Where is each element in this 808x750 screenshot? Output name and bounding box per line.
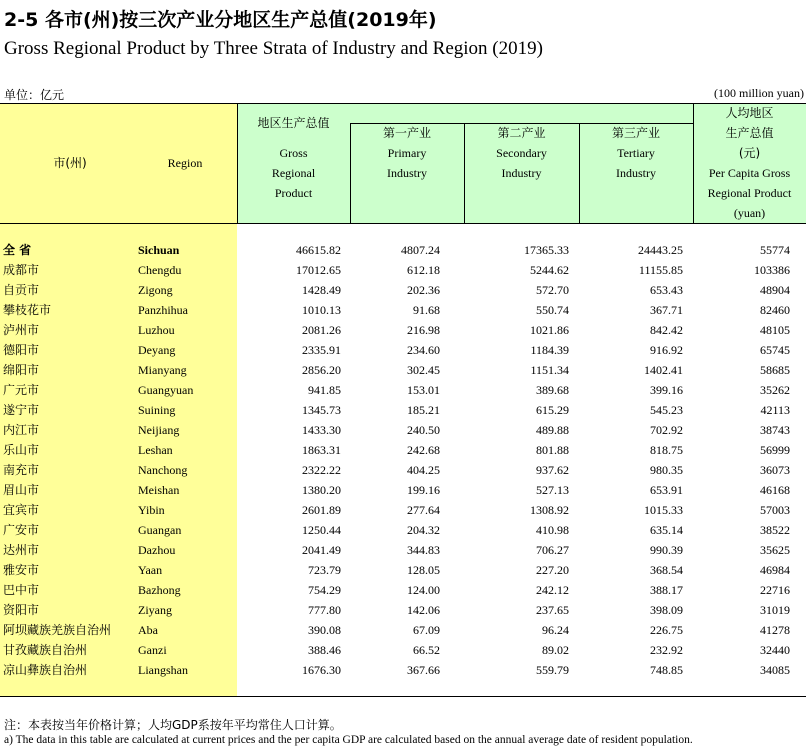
tertiary-value: 635.14 [650,523,683,537]
primary-value: 240.50 [407,423,440,437]
gdp-value: 1250.44 [302,523,341,537]
gdp-value: 390.08 [308,623,341,637]
region-name-cn: 德阳市 [3,343,40,357]
tertiary-value: 226.75 [650,623,683,637]
header-city-cn: 市(州) [53,156,87,170]
gdp-value: 1676.30 [302,663,341,677]
header-gdp-en-1: Gross [279,146,308,160]
header-secondary-en-2: Industry [501,166,542,180]
region-name-en: Dazhou [138,543,176,557]
table-row [0,620,806,640]
per-capita-value: 48105 [760,323,790,337]
per-capita-value: 103386 [754,263,790,277]
region-name-en: Chengdu [138,263,182,277]
region-name-cn: 眉山市 [3,483,40,497]
secondary-value: 559.79 [536,663,569,677]
secondary-value: 89.02 [542,643,569,657]
tertiary-value: 653.43 [650,283,683,297]
per-capita-value: 57003 [760,503,790,517]
header-percap-cn-2: 生产总值 [725,126,774,140]
per-capita-value: 32440 [760,643,790,657]
region-name-en: Luzhou [138,323,175,337]
table-row [0,600,806,620]
tertiary-value: 24443.25 [638,243,683,257]
header-gdp-en-2: Regional [271,166,316,180]
table-row [0,320,806,340]
tertiary-value: 980.35 [650,463,683,477]
region-name-cn: 成都市 [3,263,40,277]
gdp-value: 941.85 [308,383,341,397]
page-title-cn: 2-5 各市(州)按三次产业分地区生产总值(2019年) [4,9,437,31]
per-capita-value: 55774 [760,243,790,257]
tertiary-value: 916.92 [650,343,683,357]
secondary-value: 572.70 [536,283,569,297]
per-capita-value: 46984 [760,563,790,577]
gdp-value: 754.29 [308,583,341,597]
primary-value: 4807.24 [401,243,440,257]
table-top-rule [0,103,806,104]
table-row [0,300,806,320]
region-name-en: Suining [138,403,176,417]
primary-value: 91.68 [413,303,440,317]
per-capita-value: 42113 [760,403,790,417]
data-table [0,103,806,697]
gdp-value: 2856.20 [302,363,341,377]
gdp-value: 1345.73 [302,403,341,417]
header-percap-cn-1: 人均地区 [725,106,774,120]
primary-value: 404.25 [407,463,440,477]
header-percap-en-3: (yuan) [733,206,766,220]
per-capita-value: 38522 [760,523,790,537]
tertiary-value: 11155.85 [638,263,683,277]
unit-label-en: (100 million yuan) [714,86,804,100]
region-name-en: Yaan [138,563,163,577]
table-row [0,280,806,300]
secondary-value: 242.12 [536,583,569,597]
per-capita-value: 31019 [760,603,790,617]
table-row [0,380,806,400]
tertiary-value: 702.92 [650,423,683,437]
secondary-value: 410.98 [536,523,569,537]
region-name-en: Aba [138,623,158,637]
secondary-value: 237.65 [536,603,569,617]
per-capita-value: 35625 [760,543,790,557]
table-row [0,420,806,440]
region-name-cn: 阿坝藏族羌族自治州 [3,623,112,637]
primary-value: 202.36 [407,283,440,297]
tertiary-value: 653.91 [650,483,683,497]
region-name-cn: 甘孜藏族自治州 [3,643,88,657]
region-name-en: Leshan [138,443,173,457]
region-name-cn: 全 省 [3,243,32,257]
per-capita-value: 41278 [760,623,790,637]
region-name-en: Meishan [138,483,180,497]
gdp-value: 2322.22 [302,463,341,477]
region-name-en: Sichuan [138,243,180,257]
primary-value: 66.52 [413,643,440,657]
secondary-value: 96.24 [542,623,569,637]
table-row [0,340,806,360]
gdp-value: 2335.91 [302,343,341,357]
region-name-cn: 自贡市 [3,283,40,297]
table-row [0,240,806,260]
per-capita-value: 58685 [760,363,790,377]
header-tertiary-en-2: Industry [616,166,656,180]
primary-value: 612.18 [407,263,440,277]
table-row [0,440,806,460]
secondary-value: 1184.39 [530,343,569,357]
header-secondary-cn: 第二产业 [497,126,546,140]
gdp-value: 388.46 [308,643,341,657]
primary-value: 199.16 [407,483,440,497]
primary-value: 234.60 [407,343,440,357]
header-secondary-en-1: Secondary [496,146,547,160]
region-name-en: Deyang [138,343,176,357]
primary-value: 302.45 [407,363,440,377]
tertiary-value: 388.17 [650,583,683,597]
per-capita-value: 36073 [760,463,790,477]
secondary-value: 937.62 [536,463,569,477]
tertiary-value: 1015.33 [644,503,683,517]
tertiary-value: 842.42 [650,323,683,337]
region-name-cn: 内江市 [3,423,40,437]
per-capita-value: 48904 [760,283,790,297]
per-capita-value: 56999 [760,443,790,457]
gdp-value: 1433.30 [302,423,341,437]
gdp-value: 17012.65 [296,263,341,277]
table-row [0,260,806,280]
region-name-en: Ziyang [138,603,172,617]
gdp-value: 1380.20 [302,483,341,497]
primary-value: 204.32 [407,523,440,537]
secondary-value: 615.29 [536,403,569,417]
region-name-en: Yibin [138,503,165,517]
header-gdp-en-3: Product [274,186,313,200]
tertiary-value: 748.85 [650,663,683,677]
region-name-cn: 凉山彝族自治州 [3,663,88,677]
secondary-value: 1151.34 [530,363,569,377]
tertiary-value: 399.16 [650,383,683,397]
primary-value: 277.64 [407,503,440,517]
table-row [0,560,806,580]
secondary-value: 227.20 [536,563,569,577]
per-capita-value: 82460 [760,303,790,317]
region-name-cn: 广元市 [3,383,40,397]
gdp-value: 723.79 [308,563,341,577]
gdp-value: 1863.31 [302,443,341,457]
region-name-cn: 乐山市 [3,443,40,457]
table-row [0,500,806,520]
tertiary-value: 818.75 [650,443,683,457]
footnote-en: a) The data in this table are calculated at current prices and the per capita GDP are calculated based on the annual average date of resident population. [4,734,693,746]
table-row [0,360,806,380]
secondary-value: 389.68 [536,383,569,397]
per-capita-value: 46168 [760,483,790,497]
primary-value: 242.68 [407,443,440,457]
per-capita-value: 22716 [760,583,790,597]
secondary-value: 706.27 [536,543,569,557]
per-capita-value: 34085 [760,663,790,677]
region-name-en: Nanchong [138,463,188,477]
header-bottom-rule [0,223,806,224]
region-name-cn: 广安市 [3,523,40,537]
header-tertiary-en-1: Tertiary [617,146,655,160]
tertiary-value: 398.09 [650,603,683,617]
gdp-value: 1010.13 [302,303,341,317]
header-primary-cn: 第一产业 [382,126,431,140]
table-row [0,400,806,420]
region-name-en: Liangshan [138,663,188,677]
table-row [0,460,806,480]
region-name-en: Ganzi [138,643,167,657]
table-bottom-rule [0,696,806,697]
gdp-value: 777.80 [308,603,341,617]
primary-value: 153.01 [407,383,440,397]
region-name-cn: 南充市 [3,463,40,477]
region-name-en: Neijiang [138,423,180,437]
region-name-cn: 攀枝花市 [3,303,52,317]
primary-value: 128.05 [407,563,440,577]
header-primary-en-1: Primary [387,146,427,160]
region-name-cn: 达州市 [3,543,40,557]
tertiary-value: 1402.41 [644,363,683,377]
gdp-value: 46615.82 [296,243,341,257]
gdp-value: 1428.49 [302,283,341,297]
tertiary-value: 545.23 [650,403,683,417]
secondary-value: 801.88 [536,443,569,457]
header-region-en: Region [167,156,203,170]
region-name-en: Zigong [138,283,173,297]
region-name-cn: 资阳市 [3,603,40,617]
tertiary-value: 367.71 [650,303,683,317]
secondary-value: 527.13 [536,483,569,497]
region-name-en: Panzhihua [138,303,188,317]
primary-value: 367.66 [407,663,440,677]
region-name-cn: 遂宁市 [3,403,40,417]
primary-value: 142.06 [407,603,440,617]
per-capita-value: 38743 [760,423,790,437]
secondary-value: 17365.33 [524,243,569,257]
tertiary-value: 232.92 [650,643,683,657]
secondary-value: 550.74 [536,303,569,317]
region-name-cn: 泸州市 [3,323,40,337]
header-tertiary-cn: 第三产业 [611,126,660,140]
per-capita-value: 35262 [760,383,790,397]
region-name-en: Guangan [138,523,182,537]
region-name-en: Guangyuan [138,383,194,397]
secondary-value: 5244.62 [530,263,569,277]
header-percap-cn-3: (元) [738,146,761,160]
header-percap-en-2: Regional Product [707,186,792,200]
gdp-value: 2601.89 [302,503,341,517]
header-primary-en-2: Industry [387,166,427,180]
region-name-cn: 雅安市 [3,563,40,577]
per-capita-value: 65745 [760,343,790,357]
region-name-en: Bazhong [138,583,181,597]
header-percap-en-1: Per Capita Gross [708,166,791,180]
region-name-cn: 宜宾市 [3,503,40,517]
secondary-value: 1021.86 [530,323,569,337]
primary-value: 344.83 [407,543,440,557]
primary-value: 185.21 [407,403,440,417]
primary-value: 124.00 [407,583,440,597]
gdp-value: 2041.49 [302,543,341,557]
footnote-cn: 注：本表按当年价格计算；人均GDP系按年平均常住人口计算。 [4,718,342,732]
page-title-en: Gross Regional Product by Three Strata of Industry and Region (2019) [4,38,543,59]
header-gdp-cn: 地区生产总值 [257,116,330,130]
tertiary-value: 368.54 [650,563,683,577]
tertiary-value: 990.39 [650,543,683,557]
secondary-value: 1308.92 [530,503,569,517]
primary-value: 67.09 [413,623,440,637]
table-row [0,660,806,680]
table-row [0,480,806,500]
region-name-en: Mianyang [138,363,187,377]
unit-label-cn: 单位：亿元 [4,88,65,102]
table-row [0,640,806,660]
secondary-value: 489.88 [536,423,569,437]
gdp-value: 2081.26 [302,323,341,337]
table-row [0,580,806,600]
table-row [0,540,806,560]
primary-value: 216.98 [407,323,440,337]
region-name-cn: 巴中市 [3,583,40,597]
region-name-cn: 绵阳市 [3,363,40,377]
table-row [0,520,806,540]
